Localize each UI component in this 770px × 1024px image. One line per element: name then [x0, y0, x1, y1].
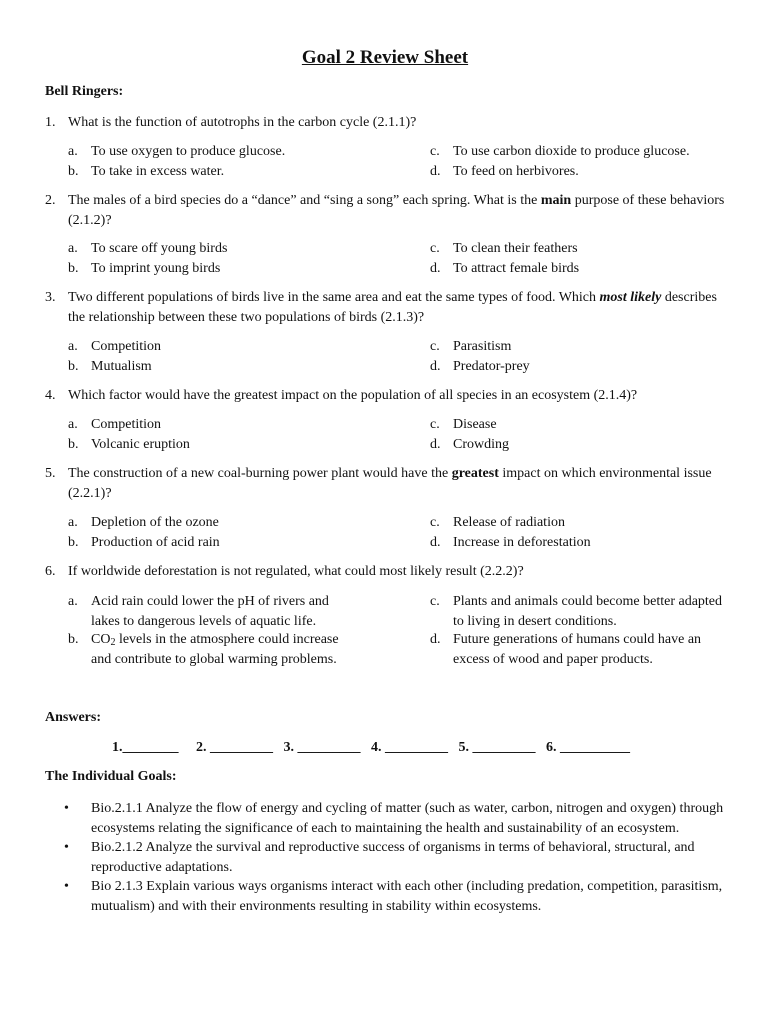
option-letter: a. [68, 241, 78, 256]
option-letter: b. [68, 535, 79, 550]
option-letter: a. [68, 594, 78, 609]
option-text: Predator-prey [453, 359, 530, 374]
option-letter: b. [68, 632, 79, 647]
option-letter: c. [430, 241, 440, 256]
option-text: To take in excess water. [91, 164, 225, 179]
question-text: Which factor would have the greatest impact on the population of all species in an ecosystem (2.1.4)? [68, 388, 638, 403]
question-number: 2. [45, 193, 56, 208]
question-number: 1. [45, 115, 56, 130]
question-number: 4. [45, 388, 56, 403]
question-number: 3. [45, 290, 56, 305]
option-text: Disease [453, 417, 497, 432]
option-letter: b. [68, 437, 79, 452]
option-letter: c. [430, 339, 440, 354]
option-text: Acid rain could lower the pH of rivers and lakes to dangerous levels of aquatic life. [91, 594, 329, 629]
option-text: To imprint young birds [91, 261, 221, 276]
goal-text: Bio.2.1.2 Analyze the survival and reproductive success of organisms in terms of behavioral, structural, and reproductive adaptations. [91, 840, 695, 875]
option-text: Plants and animals could become better adapted to living in desert conditions. [453, 594, 723, 629]
option-text: To clean their feathers [453, 241, 578, 256]
question-text: What is the function of autotrophs in the carbon cycle (2.1.1)? [68, 115, 417, 130]
bullet-icon: • [64, 840, 69, 855]
goals-heading: The Individual Goals: [45, 769, 177, 784]
option-letter: b. [68, 359, 79, 374]
question-number: 5. [45, 466, 56, 481]
option-text: To attract female birds [453, 261, 580, 276]
question-text: If worldwide deforestation is not regulated, what could most likely result (2.2.2)? [68, 564, 524, 579]
goal-text: Bio 2.1.3 Explain various ways organisms interact with each other (including predation, competition, parasitism, mutualism) and with their environments resulting in stability within ecosystems. [91, 879, 723, 914]
goal-text: Bio.2.1.1 Analyze the flow of energy and cycling of matter (such as water, carbon, nitrogen and oxygen) through ecosystems relating the significance of each to maintaining the health and sustainability of an ecosystem. [91, 801, 724, 836]
option-text: To use oxygen to produce glucose. [91, 144, 286, 159]
option-text: $CO_2$ levels in the atmosphere could increase and contribute to global warming problems. [91, 632, 339, 667]
option-letter: a. [68, 417, 78, 432]
goal-item [45, 877, 735, 916]
option-letter: d. [430, 164, 441, 179]
bullet-icon: • [64, 879, 69, 894]
option-letter: d. [430, 261, 441, 276]
emphasis: main [540, 193, 572, 208]
option-letter: a. [68, 515, 78, 530]
option-text: To feed on herbivores. [453, 164, 579, 179]
option-text: Competition [91, 339, 161, 354]
option-text: Parasitism [453, 339, 512, 354]
option-letter: c. [430, 417, 440, 432]
goal-item [45, 838, 735, 877]
option-letter: d. [430, 437, 441, 452]
goals-list [45, 799, 735, 916]
option-text: Increase in deforestation [453, 535, 591, 550]
emphasis: most likely [599, 290, 662, 305]
question-text: The males of a bird species do a “dance” and “sing a song” each spring. What is the main purpose of these behaviors (2.1.2)? [68, 193, 725, 228]
option-letter: a. [68, 339, 78, 354]
option-text: To use carbon dioxide to produce glucose. [453, 144, 690, 159]
option-text: Mutualism [91, 359, 152, 374]
option-text: Release of radiation [453, 515, 565, 530]
option-letter: a. [68, 144, 78, 159]
option-letter: b. [68, 261, 79, 276]
option-text: Crowding [453, 437, 509, 452]
option-text: Production of acid rain [91, 535, 220, 550]
answers-heading: Answers: [45, 710, 101, 725]
question-number: 6. [45, 564, 56, 579]
option-letter: c. [430, 594, 440, 609]
option-text: Volcanic eruption [91, 437, 190, 452]
option-letter: c. [430, 144, 440, 159]
option-text: Depletion of the ozone [91, 515, 219, 530]
emphasis: greatest [451, 466, 499, 481]
bullet-icon: • [64, 801, 69, 816]
option-text: Future generations of humans could have an excess of wood and paper products. [453, 632, 702, 667]
question-text: The construction of a new coal-burning power plant would have the greatest impact on which environmental issue (2.2.1)? [68, 466, 712, 501]
bell-ringers-heading: Bell Ringers: [45, 84, 124, 99]
option-letter: b. [68, 164, 79, 179]
option-text: To scare off young birds [91, 241, 228, 256]
option-text: Competition [91, 417, 161, 432]
option-letter: c. [430, 515, 440, 530]
page-title: Goal 2 Review Sheet [301, 47, 469, 68]
option-letter: d. [430, 359, 441, 374]
option-letter: d. [430, 535, 441, 550]
answer-blanks[interactable]: 1.________ 2. _________ 3. _________ 4. _________ 5. _________ 6. __________ [112, 740, 630, 755]
question-text: Two different populations of birds live in the same area and eat the same types of food. Which most likely describes the relationship between these two populations of birds (2.1.3)? [68, 290, 717, 325]
goal-item [45, 799, 735, 838]
option-letter: d. [430, 632, 441, 647]
